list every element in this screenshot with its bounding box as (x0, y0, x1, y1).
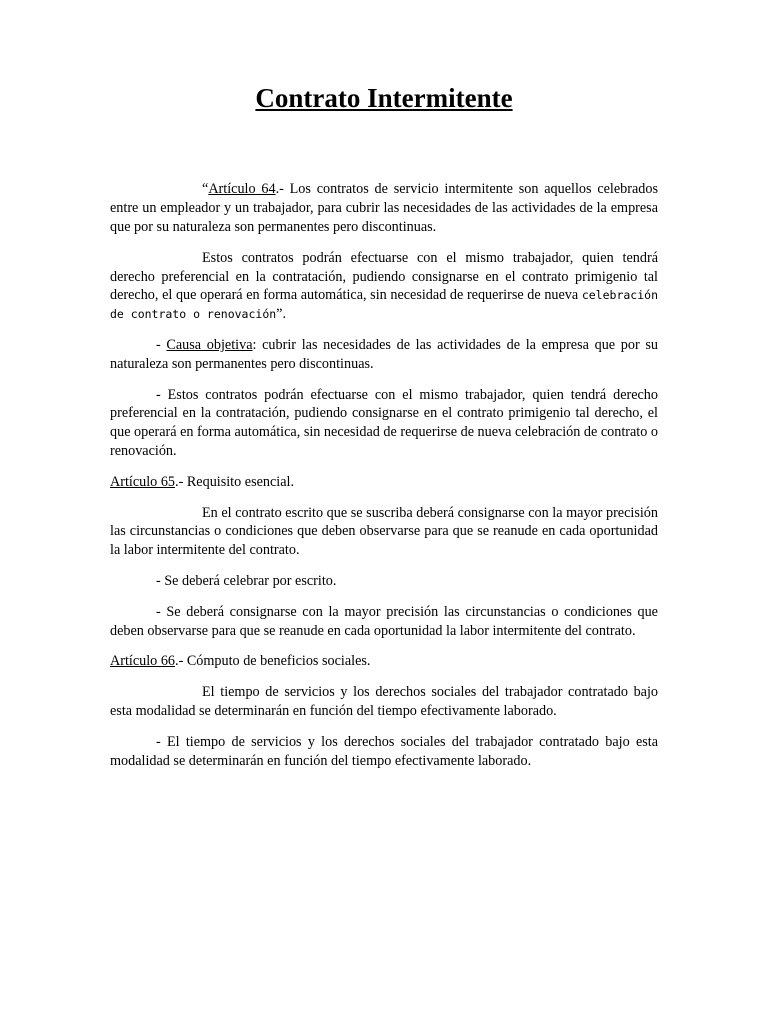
causa-objetiva-paragraph (110, 336, 658, 374)
article-64-paragraph (110, 180, 658, 236)
article-64-label: Artículo 64 (208, 181, 276, 198)
causa-objetiva-body: : cubrir las necesidades de las actividades de la empresa que por su naturaleza son permanentes pero discontinuas. (110, 336, 659, 372)
causa-objetiva-label: Causa objetiva (166, 336, 253, 353)
document-page (110, 82, 658, 782)
causa-prefix: - (156, 336, 167, 353)
article-66-note: - El tiempo de servicios y los derechos sociales del trabajador contratado bajo esta modalidad se determinarán en función del tiempo efectivamente laborado. (110, 733, 658, 769)
article-65-body: En el contrato escrito que se suscriba deberá consignarse con la mayor precisión las circunstancias o condiciones que deben observarse para que se reanude en cada oportunidad la labor intermitente del contrato. (110, 504, 658, 559)
article-64-p2-mono: celebración de contrato o renovación (110, 288, 658, 322)
article-64-p2-start: Estos contratos podrán efectuarse con el mismo trabajador, quien tendrá derecho preferencial en la contratación, pudiendo consignarse en el contrato primigenio tal derecho, el que operará en forma automática, sin necesidad de requerirse de nueva (110, 249, 658, 304)
article-65-heading (110, 473, 658, 492)
document-title: Contrato Intermitente (255, 83, 513, 113)
open-quote: “ (202, 181, 209, 198)
article-66-heading-rest: .- Cómputo de beneficios sociales. (175, 653, 371, 670)
article-64-body: .- Los contratos de servicio intermitente son aquellos celebrados entre un empleador y un trabajador, para cubrir las necesidades de las actividades de la empresa que por su naturaleza son permanentes pero discontinuas. (110, 181, 658, 235)
article-65-note-2: - Se deberá consignarse con la mayor precisión las circunstancias o condiciones que deben observarse para que se reanude en cada oportunidad la labor intermitente del contrato. (110, 603, 658, 639)
article-64-note: - Estos contratos podrán efectuarse con el mismo trabajador, quien tendrá derecho preferencial en la contratación, pudiendo consignarse en el contrato primigenio tal derecho, el que operará en forma automática, sin necesidad de requerirse de nueva celebración de contrato o renovación. (110, 386, 658, 459)
article-64-second-paragraph (110, 249, 658, 324)
article-65-note-1: - Se deberá celebrar por escrito. (156, 572, 337, 589)
article-65-label: Artículo 65 (110, 473, 176, 490)
article-66-label: Artículo 66 (110, 653, 176, 670)
article-66-body: El tiempo de servicios y los derechos sociales del trabajador contratado bajo esta modalidad se determinarán en función del tiempo efectivamente laborado. (110, 684, 658, 719)
article-64-p2-end: ”. (276, 306, 287, 323)
article-65-heading-rest: .- Requisito esencial. (175, 473, 295, 490)
article-66-heading (110, 652, 658, 671)
